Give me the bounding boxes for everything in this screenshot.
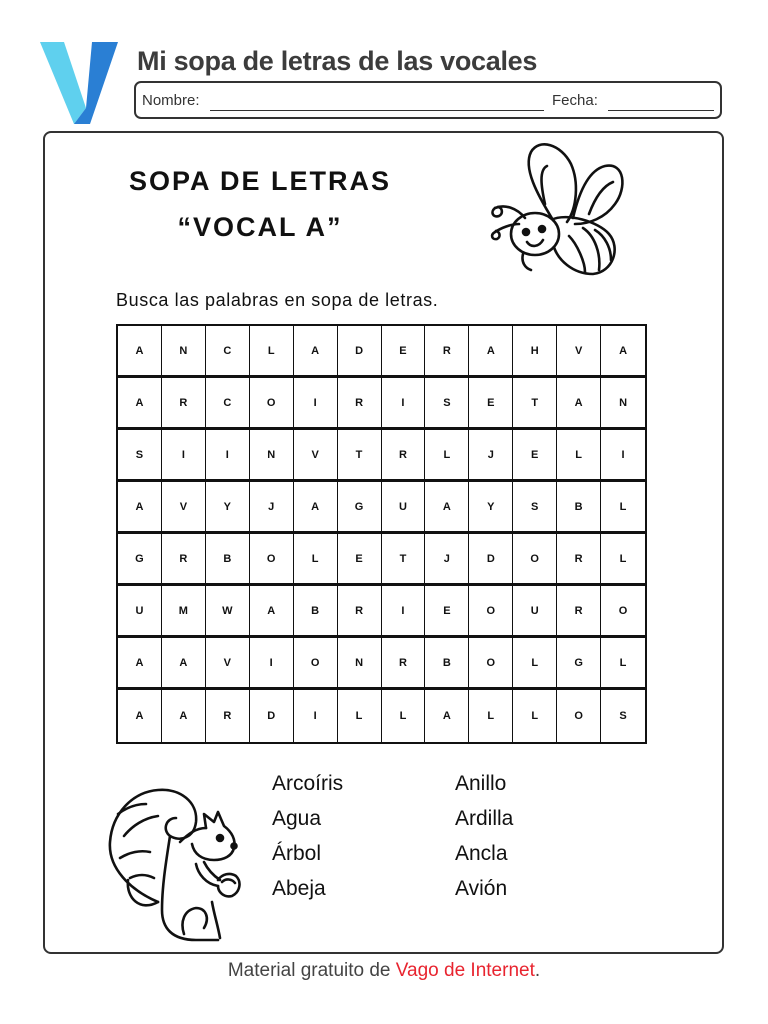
instruction-text: Busca las palabras en sopa de letras. [116, 290, 439, 310]
grid-cell[interactable]: M [162, 586, 206, 638]
grid-cell[interactable]: G [338, 482, 382, 534]
grid-cell[interactable]: R [382, 638, 426, 690]
grid-cell[interactable]: G [557, 638, 601, 690]
date-input-line[interactable] [608, 110, 714, 111]
grid-cell[interactable]: L [469, 690, 513, 742]
grid-cell[interactable]: B [557, 482, 601, 534]
grid-cell[interactable]: O [250, 534, 294, 586]
grid-cell[interactable]: R [162, 534, 206, 586]
grid-cell[interactable]: A [118, 378, 162, 430]
grid-cell[interactable]: A [425, 690, 469, 742]
grid-cell[interactable]: R [338, 378, 382, 430]
grid-cell[interactable]: A [557, 378, 601, 430]
word-list-item: Anillo [455, 772, 507, 795]
word-search-grid [116, 324, 647, 744]
squirrel-icon [100, 782, 250, 947]
word-list-item: Ancla [455, 842, 508, 865]
grid-cell[interactable]: A [425, 482, 469, 534]
grid-cell[interactable]: T [382, 534, 426, 586]
grid-cell[interactable]: O [513, 534, 557, 586]
grid-cell[interactable]: R [162, 378, 206, 430]
grid-cell[interactable]: D [338, 326, 382, 378]
grid-cell[interactable]: Y [206, 482, 250, 534]
grid-cell[interactable]: O [601, 586, 645, 638]
grid-cell[interactable]: L [338, 690, 382, 742]
grid-cell[interactable]: O [469, 638, 513, 690]
grid-cell[interactable]: J [469, 430, 513, 482]
grid-cell[interactable]: C [206, 326, 250, 378]
grid-cell[interactable]: L [601, 638, 645, 690]
grid-cell[interactable]: N [250, 430, 294, 482]
footer-suffix: . [534, 960, 541, 981]
grid-cell[interactable]: B [425, 638, 469, 690]
grid-cell[interactable]: Y [469, 482, 513, 534]
grid-cell[interactable]: A [162, 690, 206, 742]
grid-cell[interactable]: S [425, 378, 469, 430]
grid-cell[interactable]: I [382, 378, 426, 430]
vago-logo [40, 42, 120, 124]
word-list-item: Arcoíris [272, 772, 344, 795]
grid-cell[interactable]: A [469, 326, 513, 378]
grid-cell[interactable]: I [294, 378, 338, 430]
grid-cell[interactable]: D [469, 534, 513, 586]
grid-cell[interactable]: A [118, 482, 162, 534]
grid-cell[interactable]: S [118, 430, 162, 482]
grid-cell[interactable]: L [425, 430, 469, 482]
grid-cell[interactable]: A [601, 326, 645, 378]
grid-cell[interactable]: A [118, 690, 162, 742]
grid-cell[interactable]: L [601, 482, 645, 534]
grid-cell[interactable]: A [162, 638, 206, 690]
grid-cell[interactable]: V [162, 482, 206, 534]
grid-cell[interactable]: E [425, 586, 469, 638]
grid-cell[interactable]: R [557, 534, 601, 586]
date-label: Fecha: [552, 92, 598, 109]
grid-cell[interactable]: O [469, 586, 513, 638]
grid-cell[interactable]: V [206, 638, 250, 690]
grid-cell[interactable]: T [338, 430, 382, 482]
grid-cell[interactable]: L [513, 690, 557, 742]
grid-cell[interactable]: G [118, 534, 162, 586]
grid-cell[interactable]: I [162, 430, 206, 482]
grid-cell[interactable]: O [250, 378, 294, 430]
grid-cell[interactable]: N [601, 378, 645, 430]
grid-cell[interactable]: L [294, 534, 338, 586]
grid-cell[interactable]: L [513, 638, 557, 690]
grid-cell[interactable]: R [425, 326, 469, 378]
grid-cell[interactable]: I [250, 638, 294, 690]
grid-cell[interactable]: E [382, 326, 426, 378]
grid-cell[interactable]: R [338, 586, 382, 638]
grid-cell[interactable]: A [294, 326, 338, 378]
grid-cell[interactable]: L [557, 430, 601, 482]
grid-cell[interactable]: R [557, 586, 601, 638]
name-input-line[interactable] [210, 110, 544, 111]
grid-cell[interactable]: B [294, 586, 338, 638]
grid-cell[interactable]: S [619, 710, 627, 722]
grid-cell[interactable]: V [557, 326, 601, 378]
grid-cell[interactable]: B [206, 534, 250, 586]
grid-cell[interactable]: L [250, 326, 294, 378]
grid-cell[interactable]: A [294, 482, 338, 534]
grid-cell[interactable]: L [382, 690, 426, 742]
bee-icon [487, 136, 627, 276]
grid-cell[interactable]: I [294, 690, 338, 742]
word-list-item: Avión [455, 877, 508, 900]
worksheet-heading-line1: SOPA DE LETRAS [128, 166, 392, 196]
footer-prefix: Material gratuito de [227, 960, 396, 981]
word-list-item: Abeja [272, 877, 326, 900]
grid-cell[interactable]: I [601, 430, 645, 482]
grid-cell[interactable]: J [250, 482, 294, 534]
grid-cell[interactable]: A [118, 326, 162, 378]
grid-cell[interactable]: U [382, 482, 426, 534]
grid-cell[interactable]: I [206, 430, 250, 482]
grid-cell[interactable]: J [425, 534, 469, 586]
word-list-item: Árbol [272, 842, 322, 865]
grid-cell[interactable]: V [294, 430, 338, 482]
grid-cell[interactable]: U [118, 586, 162, 638]
grid-cell[interactable]: T [513, 378, 557, 430]
grid-cell[interactable]: E [469, 378, 513, 430]
name-label: Nombre: [142, 92, 200, 109]
grid-cell[interactable]: O [294, 638, 338, 690]
grid-cell[interactable]: H [513, 326, 557, 378]
footer-brand-link[interactable]: Vago de Internet [395, 960, 535, 981]
grid-cell[interactable]: N [338, 638, 382, 690]
page-title: Mi sopa de letras de las vocales [137, 46, 538, 76]
grid-cell[interactable]: L [601, 534, 645, 586]
grid-cell[interactable]: A [250, 586, 294, 638]
word-list-item: Ardilla [455, 807, 514, 830]
grid-cell[interactable]: W [206, 586, 250, 638]
grid-cell[interactable]: A [118, 638, 162, 690]
name-date-box [134, 81, 722, 119]
grid-cell[interactable]: U [513, 586, 557, 638]
footer-credit [0, 960, 768, 982]
grid-cell[interactable]: C [206, 378, 250, 430]
grid-cell[interactable]: O [557, 690, 601, 742]
grid-cell[interactable]: N [162, 326, 206, 378]
grid-cell[interactable]: I [382, 586, 426, 638]
grid-cell[interactable]: E [338, 534, 382, 586]
grid-cell[interactable]: E [513, 430, 557, 482]
grid-cell[interactable]: R [382, 430, 426, 482]
grid-cell[interactable]: S [513, 482, 557, 534]
grid-cell[interactable]: D [250, 690, 294, 742]
grid-cell[interactable]: R [206, 690, 250, 742]
word-list-item: Agua [272, 807, 322, 830]
worksheet-heading-line2: “VOCAL A” [177, 212, 343, 242]
